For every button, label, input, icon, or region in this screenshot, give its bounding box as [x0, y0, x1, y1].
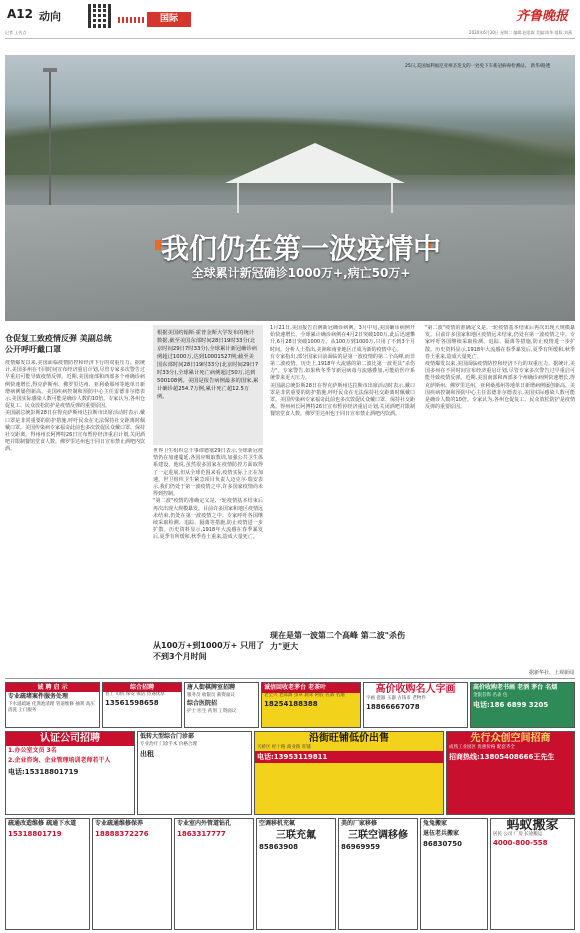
page-number: A12 — [7, 7, 33, 21]
classified-ad: 美的厂家移修 三联空调移修 86969959 — [338, 818, 418, 930]
lead-photo — [5, 55, 575, 321]
headline: 我们仍在第一波疫情中 — [160, 232, 441, 265]
ad-divider — [5, 678, 575, 679]
qr-code-icon — [88, 4, 112, 28]
article-column-2: 世界卫生组织总干事谭德塞29日表示,全球新冠疫情仍在加速蔓延,各国应吸取教训,加强公共卫生体系建设。他说,虽然很多国家在疫情防控方面取得了一定进展,但从全球范围来看,疫情实际上正在加速。世卫组织卫生紧急项目负责人迈克尔·瑞安表示,我们仍处于第一波疫情之中,许多国家疫情尚未得到控制。 "第二波"疫情的准确定义是,一轮疫情基本结束后再次出现大规模暴发。目前许多国家和地区疫情远未结束,仍处在第一波疫情之中。专家呼吁各国继续采取检测、追踪、隔离等措施,防止疫情进一步扩散。历史资料显示,1918年大流感在春季暴发后,夏季有所缓和,秋季卷土重来,造成大量死亡。 — [153, 448, 263, 541]
classified-ad: 诚 聘 启 示 专业疏堵案件服务处理 下水道疏通 化粪池清理 管道维修 抽粪 高压清洗 上门服务 — [5, 682, 100, 728]
header-meta: 2020年6月30日 星期二 编辑:赵思霖 美编:陈华 组版:刘燕 — [469, 30, 572, 35]
header-credit: 记者 上苦点 — [5, 30, 27, 35]
classified-ad: 蚂蚁搬家 居民 公司 厂房 长途搬运 4000-800-558 — [490, 818, 575, 930]
decorative-ticks — [118, 17, 146, 23]
lamp-post — [49, 70, 51, 205]
classified-ad: 空调移机充氟 三联充氟 85863908 — [256, 818, 336, 930]
tent-body — [237, 183, 393, 213]
midhead-1: 从100万+到1000万+ 只用了不到3个月时间 — [153, 641, 265, 661]
classified-ad: 低转大型综合门诊部 专业治疗 门诊手术 价格合理 出租 — [137, 731, 252, 815]
classified-ad: 先行众创空间招商 成熟工业园区 优惠价格 配套齐全 招商热线:13805408666王先生 — [446, 731, 575, 815]
section-name: 动向 — [39, 10, 61, 23]
classified-ad: 兔兔搬家 退伍老兵搬家 86830750 — [420, 818, 488, 930]
classified-ad: 高价收购名人字画 字画 瓷器 玉器 古钱币 老物件 18866667078 — [363, 682, 468, 728]
article-column-3: 1月21日,美国报告首例新冠确诊病例。3月中旬,美国确诊病例开始快速增长。全球累计确诊病例在4月2日突破100万,此后迅速攀升,6月28日突破1000万。从100万到1000万,只用了不到3个月时间。分析人士指出,美洲和南亚地区正成为新的疫情中心。 有专家指出,部分国家目前面临的是第一波疫情的第二个高峰,而非第二波疫情。历史上,1918年大流感的第二波比第一波更具"杀伤力"。专家警告,如果秋冬季节新冠病毒与流感叠加,可能给医疗系统带来更大压力。 美国副总统彭斯28日在得克萨斯州达拉斯市出席活动时表示,戴口罩是非常重要的防护措施,呼吁民众在无法保持社交距离时佩戴口罩。美国传染病专家福奇此前也多次敦促民众戴口罩、保持社交距离。得州州长阿博特26日宣布暂停经济重启计划,关闭酒吧并限制餐馆堂食人数。佛罗里达州也于同日宣布禁止酒吧内饮酒。 — [270, 325, 415, 418]
classified-ad: 疏通改造维修 疏通下水道 15318801719 — [5, 818, 90, 930]
subheadline: 全球累计新冠确诊1000万+,病亡50万+ — [191, 266, 411, 280]
article-byline: 据新华社、上观新闻 — [528, 670, 574, 676]
classified-ad: 综合招聘 普工 司机 保安 保洁 待遇优厚 13561598658 — [102, 682, 182, 728]
classified-ad: 唐人街棋牌室招聘 服务员 收银员 薪资面议 综合医院招 护士 医生 药剂 工资面议 — [184, 682, 259, 728]
classified-ad: 高价收购老书画 老酒 茅台 名烟 金银首饰 名表 包 电话:186 6899 3205 — [470, 682, 575, 728]
classified-ad: 专业疏通维修保养 18888372276 — [92, 818, 172, 930]
classified-ad: 沿街旺铺低价出售 天桥区 经十路 商业街 旺铺 电话:13953119811 — [254, 731, 444, 815]
section-tag: 国际 — [147, 12, 191, 27]
article-column-1: 疫情爆发以来,美国面临疫情防控和经济下行的双重压力。据统计,美国多州在不同时间宣布经济重启计划,尽管专家多次警告过早重启可能导致疫情反弹。近期,美国南部和西部多个州确诊病例快速增长,得克萨斯州、佛罗里达州、亚利桑那州等地单日新增病例屡创新高。美国疾病控制和预防中心主任雷德菲尔德表示,美国实际感染人数可能是确诊人数的10倍。专家认为,各州仓促复工、民众放松防护是疫情反弹的重要原因。 美国副总统彭斯28日在得克萨斯州达拉斯市出席活动时表示,戴口罩是非常重要的防护措施,呼吁民众在无法保持社交距离时佩戴口罩。美国传染病专家福奇此前也多次敦促民众戴口罩、保持社交距离。得州州长阿博特26日宣布暂停经济重启计划,关闭酒吧并限制餐馆堂食人数。佛罗里达州也于同日宣布禁止酒吧内饮酒。 — [5, 360, 145, 453]
photo-caption: 25日,美国加利福尼亚州圣迭戈的一处免下车新冠病毒检测站。 新华/路透 — [405, 64, 551, 69]
classified-ad: 认证公司招聘 1.办公室文员 3名 2.企业咨询、企业管理培训老师若干人 电话:15318801719 — [5, 731, 135, 815]
article-subhead: 仓促复工致疫情反弹 美副总统公开呼吁戴口罩 — [5, 334, 112, 354]
newspaper-logo: 齐鲁晚报 — [515, 9, 568, 24]
article-column-4: "第二波"疫情的准确定义是,一轮疫情基本结束后再次出现大规模暴发。目前许多国家和地区疫情远未结束,仍处在第一波疫情之中。专家呼吁各国继续采取检测、追踪、隔离等措施,防止疫情进一步扩散。历史资料显示,1918年大流感在春季暴发后,夏季有所缓和,秋季卷土重来,造成大量死亡。 疫情爆发以来,美国面临疫情防控和经济下行的双重压力。据统计,美国多州在不同时间宣布经济重启计划,尽管专家多次警告过早重启可能导致疫情反弹。近期,美国南部和西部多个州确诊病例快速增长,得克萨斯州、佛罗里达州、亚利桑那州等地单日新增病例屡创新高。美国疾病控制和预防中心主任雷德菲尔德表示,美国实际感染人数可能是确诊人数的10倍。专家认为,各州仓促复工、民众放松防护是疫情反弹的重要原因。 — [425, 325, 575, 411]
article-lead: 根据美国约翰斯·霍普金斯大学发布的统计数据,截至美国东部时间28日19时33分(北京时间29日7时33分),全球累计新冠确诊病例超过1000万,达到10001527例;截至美国东部时间28日19时33分(北京时间29日7时33分),全球累计死亡病例超过50万,达到500108例。美国是报告病例最多的国家,累计确诊超254.7万例,累计死亡超12.5万例。 — [153, 325, 263, 445]
classified-ad: 诚信回收老茅台 老茶叶 老全兴 老郎酒 虫草 鹿茸 阿胶 名酒 名烟 18254188388 — [261, 682, 361, 728]
classified-ad: 专业室内外管道钻孔 1863317777 — [174, 818, 254, 930]
tent-roof — [225, 143, 405, 183]
header-divider — [5, 38, 575, 39]
midhead-2: 现在是第一波第二个高峰 第二波"杀伤力"更大 — [270, 631, 405, 651]
page-header — [0, 0, 580, 40]
